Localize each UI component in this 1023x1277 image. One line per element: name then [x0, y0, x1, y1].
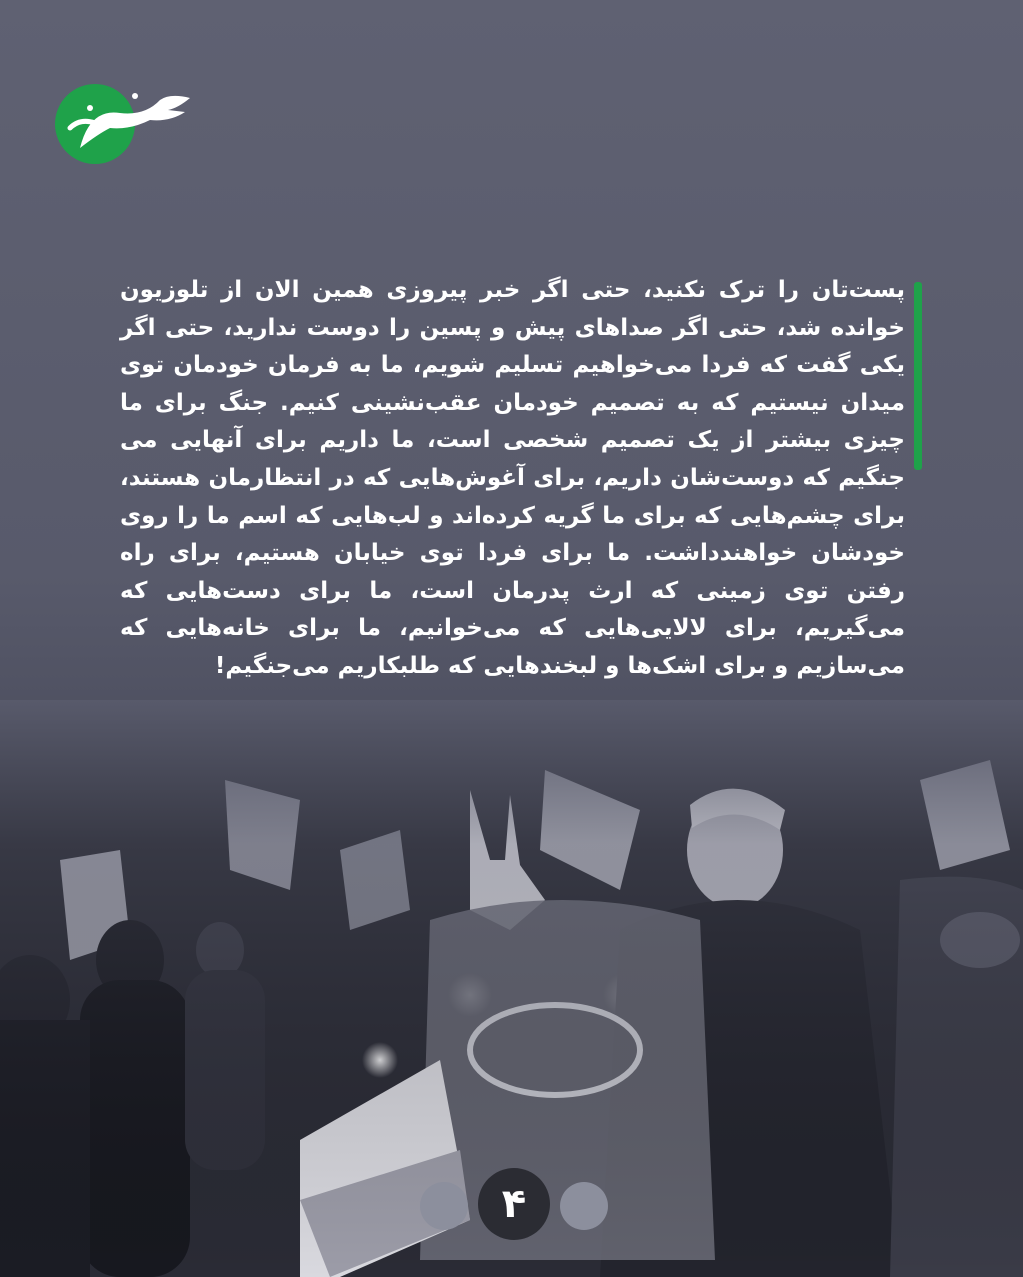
- page-indicator: [420, 1160, 610, 1232]
- pager-current-page: ۴: [478, 1168, 550, 1240]
- brand-logo: [50, 78, 200, 170]
- news-logo-icon: [50, 78, 200, 170]
- pager-dot-next[interactable]: [560, 1182, 608, 1230]
- pager-dot-previous[interactable]: [420, 1182, 468, 1230]
- quote-accent-bar: [914, 282, 922, 470]
- article-paragraph: پست‌تان را ترک نکنید، حتی اگر خبر پیروزی همین الان از تلوزیون خوانده شد، حتی اگر صداهای پیش و پسین را دوست ندارید، حتی اگر یکی گفت که فردا می‌خواهیم تسلیم شویم، ما به فرمان خودمان توی میدان نیستیم که به تصمیم خودمان عقب‌نشینی کنیم. جنگ برای ما چیزی بیشتر از یک تصمیم شخصی است، ما داریم برای آنهایی می جنگیم که دوست‌شان داریم، برای آغوش‌هایی که در انتظارمان هستند، برای چشم‌هایی که برای ما گریه کرده‌اند و لب‌هایی که اسم ما را روی خودشان خواهندداشت. ما برای فردا توی خیابان هستیم، برای راه رفتن توی زمینی که ارث پدرمان است، ما برای دست‌هایی که می‌گیریم، برای لالایی‌هایی که می‌خوانیم، ما برای خانه‌هایی که می‌سازیم و برای اشک‌ها و لبخندهایی که طلبکاریم می‌جنگیم!: [120, 277, 905, 679]
